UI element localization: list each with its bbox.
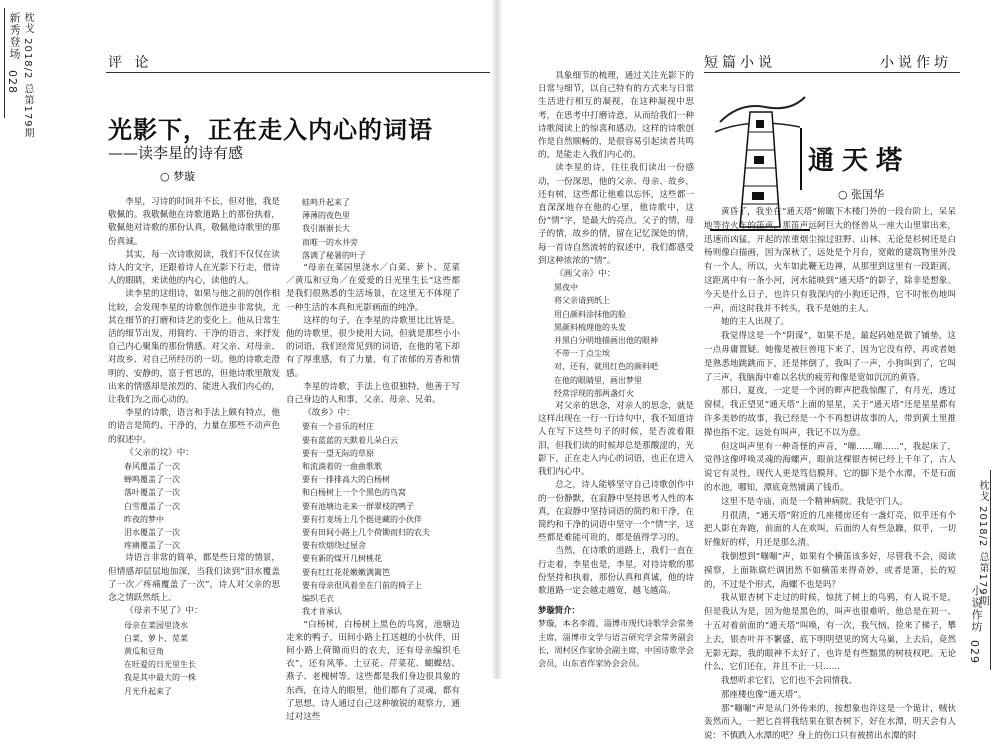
poem-line: 蛙鸣升起来了 xyxy=(302,198,350,207)
poem-block xyxy=(286,420,460,618)
story-title: 通天塔 xyxy=(808,146,911,176)
left-issue-info: 枕戈 2018/2 总第179期 xyxy=(22,12,33,139)
poem-line: 月光升起来了 xyxy=(124,686,172,696)
section-heading: 评 论 xyxy=(108,55,153,71)
story-paragraph: 那座楼也像“通天塔”。 xyxy=(721,689,807,700)
poem-line: 用白颜料涂抹他的脸 xyxy=(554,309,626,319)
right-section-heading: 小说作坊 xyxy=(880,55,952,71)
story-author: ○ 张国华 xyxy=(838,188,885,201)
poem-line: 要有池塘边走来一群翠枝的鸭子 xyxy=(302,501,414,511)
article-column-1 xyxy=(108,196,280,698)
story-paragraph: 我觉得这是一个“阴谋”，如果不是，最起码她是做了铺垫，这一点毋庸置疑。她像是被巨兽甩下来了，因为它没有停，再或者她是熟悉地跳跳而下，还是摔倒了，我叫了一声，小狗叫到了，它叫了三声，我脑海中难以名状的疲劳和像是宽如沉沉的黄昏。 xyxy=(704,331,956,383)
poem-line: 不带一丁点尘埃 xyxy=(554,349,610,359)
poem-line: 落叶覆盖了一次 xyxy=(124,488,180,498)
paragraph: 《母亲不见了》中： xyxy=(125,606,203,617)
poem-line: 要有红红花花嫩嫩满篱笆 xyxy=(302,567,390,577)
paragraph: 其实，每一次诗歌阅读，我们不仅仅在读诗人的文字，还跟着诗人在光影下行走，借诗人的眼睛，来读他的内心，读他的人。 xyxy=(108,249,280,287)
paragraph: 当然，在诗歌的道路上，我们一直在行走着，李星也是，李星，对待诗歌的那份坚持和执着，那份认真和真诚，他的诗歌道路一定会越走越宽，越飞越高。 xyxy=(538,546,694,596)
poem-block xyxy=(538,281,694,400)
poem-line: 和白杨树上一个个黑色的鸟窝 xyxy=(302,488,406,498)
poem-line: 薄薄的夜色里 xyxy=(302,211,350,221)
poem-line: 要有田间小路上几个荷锄而归的农夫 xyxy=(302,528,430,538)
article-author: ○ 梦璇 xyxy=(160,170,196,183)
story-paragraph: 但这叫声里有一种奇怪的声音，“嘣……嘣……”，我起床了，觉得这像呼唤灵魂的海螺声，眼前这棵银杏树已经上千年了，古人说它有灵性，现代人更是笃信膜拜。它的脚下是个水潭，不是石面的水池，哪知，潭底竟然铺满了钱币。 xyxy=(704,441,956,493)
paragraph: 总之，诗人能够坚守自己诗歌创作中的一份静默，在寂静中坚持思考人性的本真，在寂静中坚持词语的简约和干净，在简约和干净的词语中坚守一个“情”字，这些都是难能可贵的，都是值得学习的。 xyxy=(538,480,694,544)
paragraph: “母亲在菜园里浇水／白菜、萝卜、苋菜／黄瓜和豆角／在爱爱的日光里生长”这些都是我们很熟悉的生活场景，在这里无不体现了一种生活的本真和光影画面的纯净。 xyxy=(286,263,460,313)
paragraph: “白杨树，白杨树上黑色的鸟窝，池塘边走来的鸭子，田间小路上扛送越的小伙伴，田间小路上荷锄而归的农夫，还有母亲编织毛衣”，还有风筝、土豆花、芹菜花、蝴蝶结、燕子、老槐树等。这些都是我们身边很具象的东西，在诗人的眼里，他们都有了灵魂，都有了思想。诗人通过自己这种敏锐的观察力，通过对这些 xyxy=(286,619,460,722)
poem-line: 黄瓜和豆角 xyxy=(124,646,164,656)
poem-line: 将父亲请到纸上 xyxy=(554,296,610,306)
right-section-label: 短篇小说 xyxy=(704,55,776,71)
story-paragraph: 我从银杏树下走过的时候，惊扰了树上的鸟鸦，有人说不是，但是我认为是，因为他是黑色的，叫声也很难听，他总是在初一、十五对着前面的“通天塔”叫唤，有一次，我气恼，捡来了梯子，攀上去，银杏叶并不繁盛，底下明明望见的窝大乌巢，上去后，竟然无影无踪，我的眼神不太好了，也许是有些黯黑的树枝权吧。无论什么，它们还在，并且不止一只…… xyxy=(704,593,956,673)
poem-line: 泪水覆盖了一次 xyxy=(124,528,180,538)
bio-heading: 梦璇简介： xyxy=(538,605,580,616)
poem-line: 和流淌着的一曲曲歌歌 xyxy=(302,462,382,472)
paragraph: 对父亲的思念，对亲人的思念，就是这样出现在一行一行诗句中，我不知道诗人在写下这些句子的时候，是否流着眼泪，但我们读的时候却总是那酸涩的，光影下，正在走入内心的词语，也正在进入我们内心中。 xyxy=(538,401,694,478)
poem-line: 春风覆盖了一次 xyxy=(124,462,180,472)
poem-line: 疼痛覆盖了一次 xyxy=(124,541,180,551)
story-paragraph: 我倒想到“嘣嘣”声，如果有个横笛该多好，尽管我不会，阅读摸察，上面陈腐烂调团然不如横笛来得奇妙，或者是箫，长的短的，不过是个形式，海螺不也是吗？ xyxy=(704,551,956,590)
poem-block xyxy=(286,196,460,262)
paragraph: 诗语言非常的简单，都是些日常的情景，但情感却层层地加深，当我们读到“泪水覆盖了一次／疼痛覆盖了一次”，诗人对父亲的思念之情跃然纸上。 xyxy=(108,553,280,604)
poem-line: 而唯一的水井旁 xyxy=(302,237,358,247)
poem-line: 我是其中最大的一株 xyxy=(124,673,196,683)
paragraph: 李星，习诗的时间并不长，但对他，我是敬佩的。我敬佩他在诗歌道路上的那份执着，敬佩他对诗歌的那份认真，敬佩他诗歌里的那份真诚。 xyxy=(108,197,280,247)
poem-line: 要有打麦场上几个挺进藏的小伙伴 xyxy=(302,514,422,524)
story-paragraph: 那日，夏夜，一定是一个河的畔声把我惊醒了，有月光，透过窗棂，我正望见“通天塔”上面的星星，关于“通天塔”还是星星都有许多美妙的故事，我已经是一个不再想讲故事的人，带到黄土里推撵也指不定。远处有叫声，我记不以为意。 xyxy=(704,386,956,438)
poem-line: 蝉鸣覆盖了一次 xyxy=(124,475,180,485)
article-title: 光影下，正在走入内心的词语 xyxy=(108,115,433,144)
poem-line: 落满了秘暑的叶子 xyxy=(302,250,366,260)
story-paragraph: 月很清，“通天塔”附近的几座楼房还有一盏灯亮，似乎还有个把人影在奔跑，前面的人在欢叫，后面的人有些急躁，似乎，一切好像好的样，月还是那么清。 xyxy=(704,510,956,549)
left-page-number: 028 xyxy=(6,70,19,94)
poem-block xyxy=(108,619,280,698)
article-subtitle: ——读李星的诗有感 xyxy=(108,144,244,162)
poem-line: 在旺爱的日光里生长 xyxy=(124,660,196,670)
poem-block xyxy=(108,460,280,552)
poem-line: 白雪覆盖了一次 xyxy=(124,501,180,511)
right-page-number: 029 xyxy=(968,640,981,664)
poem-line: 编织毛衣 xyxy=(302,594,334,604)
paragraph: 《故乡》中： xyxy=(303,408,355,419)
right-issue-info: 枕戈 2018/2 总第179期 xyxy=(977,480,988,607)
paragraph: 《画父亲》中： xyxy=(555,269,616,280)
story-paragraph: 她的主人出现了。 xyxy=(721,317,790,328)
poem-line: 要有一个音乐的村庄 xyxy=(302,422,374,432)
poem-line: 要有一望无际的草原 xyxy=(302,448,374,458)
right-spine-rule xyxy=(990,470,991,670)
poem-line: 昨夜的梦中 xyxy=(124,514,164,524)
section-rule xyxy=(106,72,490,73)
page-gutter xyxy=(491,0,503,679)
story-column xyxy=(704,206,956,744)
left-spine-rule xyxy=(4,8,5,118)
paragraph: 李星的诗歌，语言和手法上颇有特点，他的语言是简约、干净的，力量在那些不动声色的叙述中。 xyxy=(108,408,280,445)
author-bio: 梦璇，本名李霞，淄博市现代诗歌学会常务主席，淄博市文学与语言研究学会常务副会长，周村区作家协会副主席，中国诗歌学会会员，山东省作家协会会员。 xyxy=(538,618,694,668)
paragraph: 读李星的这组诗，如果与他之前的创作相比较，会发现李星的诗歌创作进步非常快，尤其在细节的打磨和诗艺的变化上。他从日常生活的细节出发，用简约、干净的语言，来抒发自己内心聚集的那份情感。对父亲、对母亲、对故乡、对自己所经历的一切。他的诗歌走澄明的、安静的，富于哲思的，但他诗歌里散发出来的情感却是浓烈的、能进入我们内心的，让我们为之而心动的。 xyxy=(108,289,280,406)
title-bar xyxy=(800,128,802,190)
poem-line: 黑夜中 xyxy=(554,283,578,293)
paragraph: 《父亲的坟》中： xyxy=(125,447,194,458)
paragraph: 这样的句子，在李星的诗歌里比比皆是。他的诗歌里，很少使用大词，但就是那些小小的词语，我们经常见到的词语，在他的笔下却有了厚重感，有了力量，有了浓郁的芳香和情感。 xyxy=(286,315,460,379)
poem-line: 母亲在菜园里浇水 xyxy=(124,620,188,630)
left-spine-label: 新秀登场 xyxy=(8,12,21,60)
poem-line: 我才肯承认 xyxy=(302,607,342,617)
poem-line: 我引渐渐长大 xyxy=(302,224,350,234)
poem-line: 并黑白分明地描画出他的眼神 xyxy=(554,336,658,346)
article-column-2 xyxy=(286,196,460,724)
story-paragraph: 黄昏了，我坐在“通天塔”俯瞰下木楼门外的一段台阶上，呆呆地等待火车的笛声。那笛声远阿巨大的怪兽从一座大山里窜出来，迅速而凶猛，开起的浓重烟尘掠过驻野、山林、无论是杉树还是白杨则像白描画，因为深秋了，远处是个月台，宽敞的建筑物里外没有一个人，所以，火车如此鞭无边禅，从那里到这里有一段距离，这距离中有一条小河，河水能映到“通天塔”的影子，除非是想象。今天是什么日子，也许只有我深内的小狗还记得，它不时怅伤地叫一声，而这时我并不转头，我不是她的主人。 xyxy=(704,207,956,314)
right-spine-label: 小说作坊 xyxy=(970,585,983,633)
poem-line: 经常浮现的那两盏灯火 xyxy=(554,388,634,398)
poem-line: 要有母亲很风着坐在门前的椅子上 xyxy=(302,580,422,590)
poem-line: 白菜、萝卜、苋菜 xyxy=(124,633,188,643)
paragraph: 读李星的诗，往往我们读出一份感动，一份深思，他的父亲、母亲、故乡，还有树，这些都让他难以忘怀，这些都一直深深地存在他的心里，他诗歌中，这份“情”字，是最大的亮点。父子的情，母子的情，故乡的情，留在记忆深处的情，每一首诗自然流转的叙述中，我们都感受到这种浓浓的“情”。 xyxy=(538,163,694,266)
article-column-3 xyxy=(538,70,694,670)
poem-line: 黑颜料梳理他的头发 xyxy=(554,322,626,332)
paragraph: 具象细节的梳理，通过关注光影下的日常与细节，以自己特有的方式来与日常生活进行相互的凝视，在这种凝视中思考，在思考中打磨诗意，从而给我们一种诗歌阅读上的惊喜和感动。这样的诗歌创作是自然顺畅的，是很容易引起读者共鸣的，是能走入我们内心的。 xyxy=(538,71,694,161)
story-paragraph: 那“嘣嘣”声是从门外传来的，按想象也许这是一个诡计，贼伙轰然而入，一把匕首将我结果在银杏树下，好在水潭，明天会有人说：不慎跌入水潭的吧？身上的伤口只有被捞出水潭的时 xyxy=(704,703,956,742)
poem-line: 在他的眼睛里，画出梦里 xyxy=(554,375,642,385)
story-paragraph: 我想听求它们，它们也不会同情我。 xyxy=(721,676,858,687)
poem-line: 要有蓝蓝的天默着儿朵白云 xyxy=(302,435,398,445)
poem-line: 要有炊烟绕过屋舍 xyxy=(302,541,366,551)
right-section-rule xyxy=(704,72,960,73)
poem-line: 对，还有，就用红色的颜料吧 xyxy=(554,362,658,372)
poem-line: 要有一排排高大的白杨树 xyxy=(302,475,390,485)
paragraph: 李星的诗歌，手法上也很独特，他善于写自己身边的人和事，父亲、母亲、兄弟。 xyxy=(286,381,460,406)
story-paragraph: 这里不是寺庙，而是一个精神病院。我是守门人。 xyxy=(721,496,909,507)
poem-line: 要有新的煤开几树桃花 xyxy=(302,554,382,564)
